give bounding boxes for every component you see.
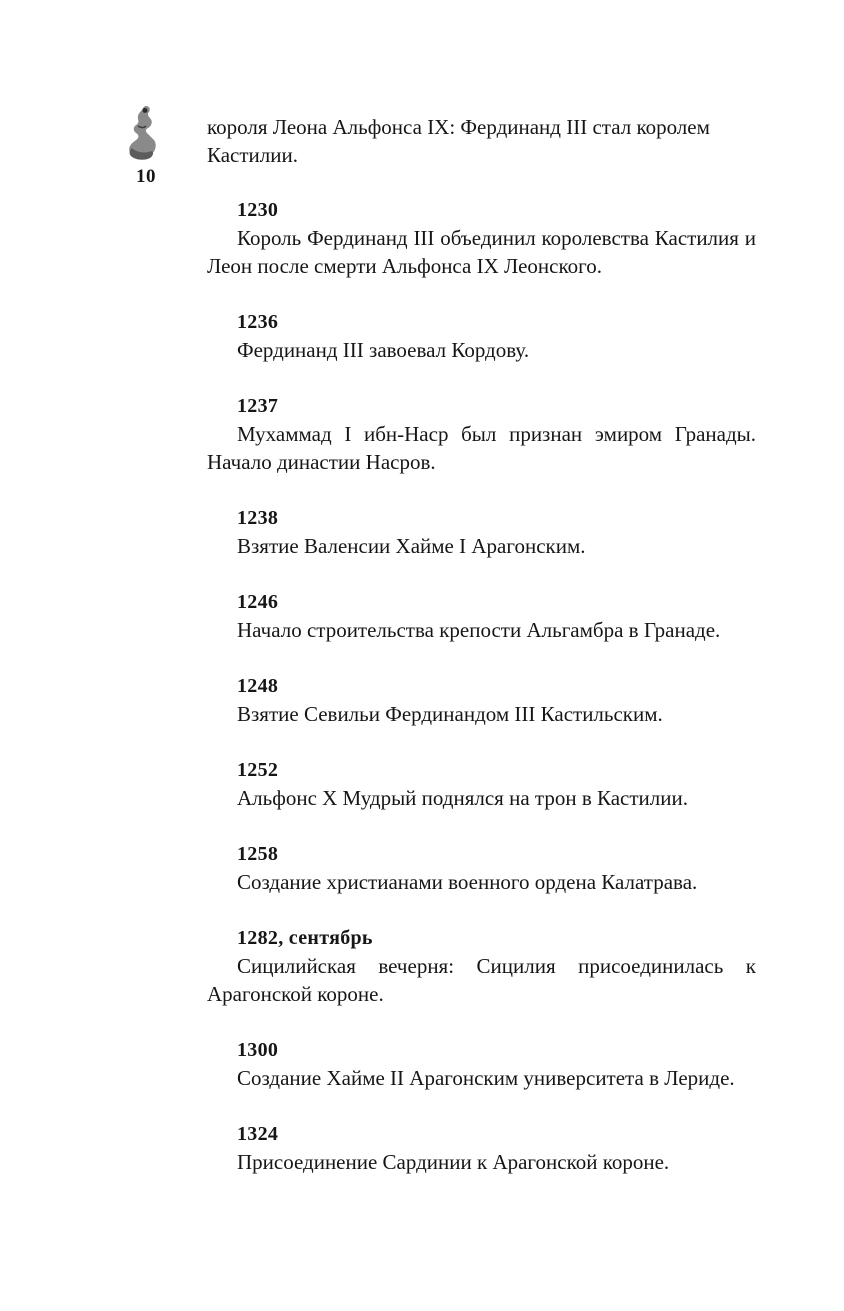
page-number: 10 bbox=[136, 166, 156, 187]
entry-year: 1300 bbox=[237, 1039, 279, 1061]
entry-year: 1230 bbox=[237, 199, 279, 221]
chronology-entry bbox=[207, 756, 756, 812]
chronology-entry bbox=[207, 504, 756, 560]
chronology-list bbox=[207, 196, 756, 1204]
entry-year: 1246 bbox=[237, 591, 279, 613]
entry-text: Создание Хайме II Арагонским университета в Лериде. bbox=[237, 1066, 735, 1090]
chronology-entry bbox=[207, 1036, 756, 1092]
chronology-entry bbox=[207, 392, 756, 476]
chronology-entry bbox=[207, 840, 756, 896]
intro-paragraph: короля Леона Альфонса IX: Фердинанд III стал королем Кастилии. bbox=[207, 115, 710, 167]
entry-text: Мухаммад I ибн-Наср был признан эмиром Гранады. Начало династии Насров. bbox=[207, 422, 756, 474]
entry-text: Присоединение Сардинии к Арагонской короне. bbox=[237, 1150, 670, 1174]
chronology-entry bbox=[207, 196, 756, 280]
chronology-entry bbox=[207, 1120, 756, 1176]
chronology-entry bbox=[207, 588, 756, 644]
entry-text: Взятие Севильи Фердинандом III Кастильским. bbox=[237, 702, 663, 726]
chronology-entry bbox=[207, 672, 756, 728]
entry-text: Король Фердинанд III объединил королевства Кастилия и Леон после смерти Альфонса IX Леонского. bbox=[207, 226, 756, 278]
entry-year: 1258 bbox=[237, 843, 279, 865]
entry-text: Альфонс X Мудрый поднялся на трон в Кастилии. bbox=[237, 786, 688, 810]
entry-text: Начало строительства крепости Альгамбра в Гранаде. bbox=[237, 618, 721, 642]
entry-text: Создание христианами военного ордена Калатрава. bbox=[237, 870, 698, 894]
entry-text: Фердинанд III завоевал Кордову. bbox=[237, 338, 530, 362]
chronology-entry bbox=[207, 924, 756, 1008]
entry-year: 1282, сентябрь bbox=[237, 927, 373, 949]
entry-year: 1248 bbox=[237, 675, 279, 697]
entry-year: 1238 bbox=[237, 507, 279, 529]
entry-year: 1252 bbox=[237, 759, 279, 781]
dancer-figure-icon bbox=[126, 104, 162, 162]
entry-text: Взятие Валенсии Хайме I Арагонским. bbox=[237, 534, 586, 558]
entry-year: 1324 bbox=[237, 1123, 279, 1145]
chronology-entry bbox=[207, 308, 756, 364]
entry-year: 1236 bbox=[237, 311, 279, 333]
entry-text: Сицилийская вечерня: Сицилия присоединилась к Арагонской короне. bbox=[207, 954, 756, 1006]
entry-year: 1237 bbox=[237, 395, 279, 417]
